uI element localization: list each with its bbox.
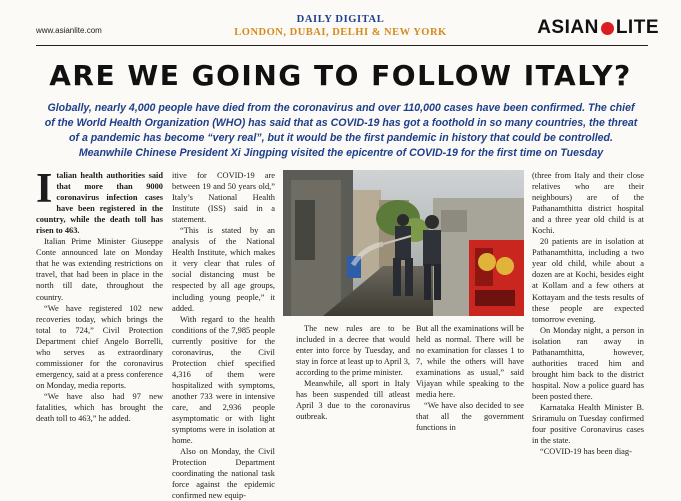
site-url[interactable]: www.asianlite.com [36,26,102,35]
article-column-2 [172,170,275,501]
masthead-divider [36,45,648,46]
lead-paragraph: talian health authorities said that more than 9000 coronavirus infection cases have been registered in the country, while the death toll has risen to 463. [36,171,163,236]
headline: ARE WE GOING TO FOLLOW ITALY? [49,59,632,92]
asian-lite-logo[interactable] [537,17,659,39]
paragraph: On Monday night, a person in isolation ran away in Pathanamthitta, however, authorities traced him and brought him back to the district hospital. Now a police guard has been posted there. [532,325,644,401]
paragraph: “This is stated by an analysis of the National Health Institute, which makes it very clear that rules of social distancing must be respected by all age groups, including young people,” it added. [172,226,275,313]
paragraph: Karnataka Health Minister B. Sriramulu on Tuesday confirmed four positive Coronavirus cases in the state. [532,402,644,446]
standfirst: Globally, nearly 4,000 people have died from the coronavirus and over 110,000 cases have been confirmed. The chief of the World Health Organization (WHO) has said that as COVID-19 has got a foothold in so many countries, the threat of a pandemic has become “very real”, but it would be the first pandemic in history that could be controlled. Meanwhile Chinese President Xi Jingping visited the epicentre of COVID-19 for the first time on Tuesday [44,102,638,159]
article-column-4 [416,323,524,433]
photo-firefighters-disinfecting-street [283,170,524,316]
drop-cap: I [36,166,53,212]
paragraph: 20 patients are in isolation at Pathanamthitta, including a two year old child, while about a dozen are at Kochi, besides eight at Kollam and a few others at Kottayam and the tests results of these people are expected tomorrow evening. [532,237,644,324]
logo-text-right: LITE [615,17,659,38]
paragraph: (three from Italy and their close relatives who are their neighbours) are of the Pathanamthitta district hospital and a three year old child is at Kochi. [532,171,644,236]
news-photo [283,170,524,316]
paragraph: But all the examinations will be held as normal. There will be no examination for classes 1 to 7, while the others will have examinations as usual,” said Vijayan while speaking to the media here. [416,324,524,400]
paragraph: “We have also decided to see that all the government functions in [416,401,524,433]
paragraph: The new rules are to be included in a decree that would enter into force by Tuesday, and stay in force at least up to April 3, according to the prime minister. [296,324,410,378]
paragraph: “COVID-19 has been diag- [540,447,632,457]
masthead [0,0,681,48]
paragraph: With regard to the health conditions of the 7,985 people currently positive for the coronavirus, the Civil Protection chief specified 4,316 of them were hospitalized with symptoms, another 733 were in intensive care, and 2,936 people asymptomatic or with light symptoms were in isolation at home. [172,314,275,446]
paragraph: Also on Monday, the Civil Protection Department coordinating the national task force against the epidemic confirmed new equip- [172,447,275,501]
publication-cities: LONDON, DUBAI, DELHI & NEW YORK [234,27,447,38]
article-column-5 [532,170,644,457]
publication-name: DAILY DIGITAL [296,14,385,25]
article-column-3 [296,323,410,422]
paragraph: “We have registered 102 new recoveries today, which brings the total to 724,” Civil Protection Department chief Angelo Borrelli, who serves as extraordinary commissioner for the coronavirus emergency, said at a press conference on Monday, media reports. [36,303,163,390]
article-column-1 [36,166,163,424]
paragraph: “We have also had 97 new fatalities, which has brought the death toll to 463,” he added. [36,391,163,424]
paragraph: itive for COVID-19 are between 19 and 50 years old,” Italy’s National Health Institute (ISS) said in a statement. [172,171,275,225]
logo-dot-icon [601,22,614,35]
paragraph: Italian Prime Minister Giuseppe Conte announced late on Monday that he was extending restrictions on travel, that had been in place in the north till date, throughout the country. [36,237,163,302]
logo-text-left: ASIAN [537,17,599,38]
paragraph: Meanwhile, all sport in Italy has been suspended till atleast April 3 due to the coronavirus outbreak. [296,379,410,422]
